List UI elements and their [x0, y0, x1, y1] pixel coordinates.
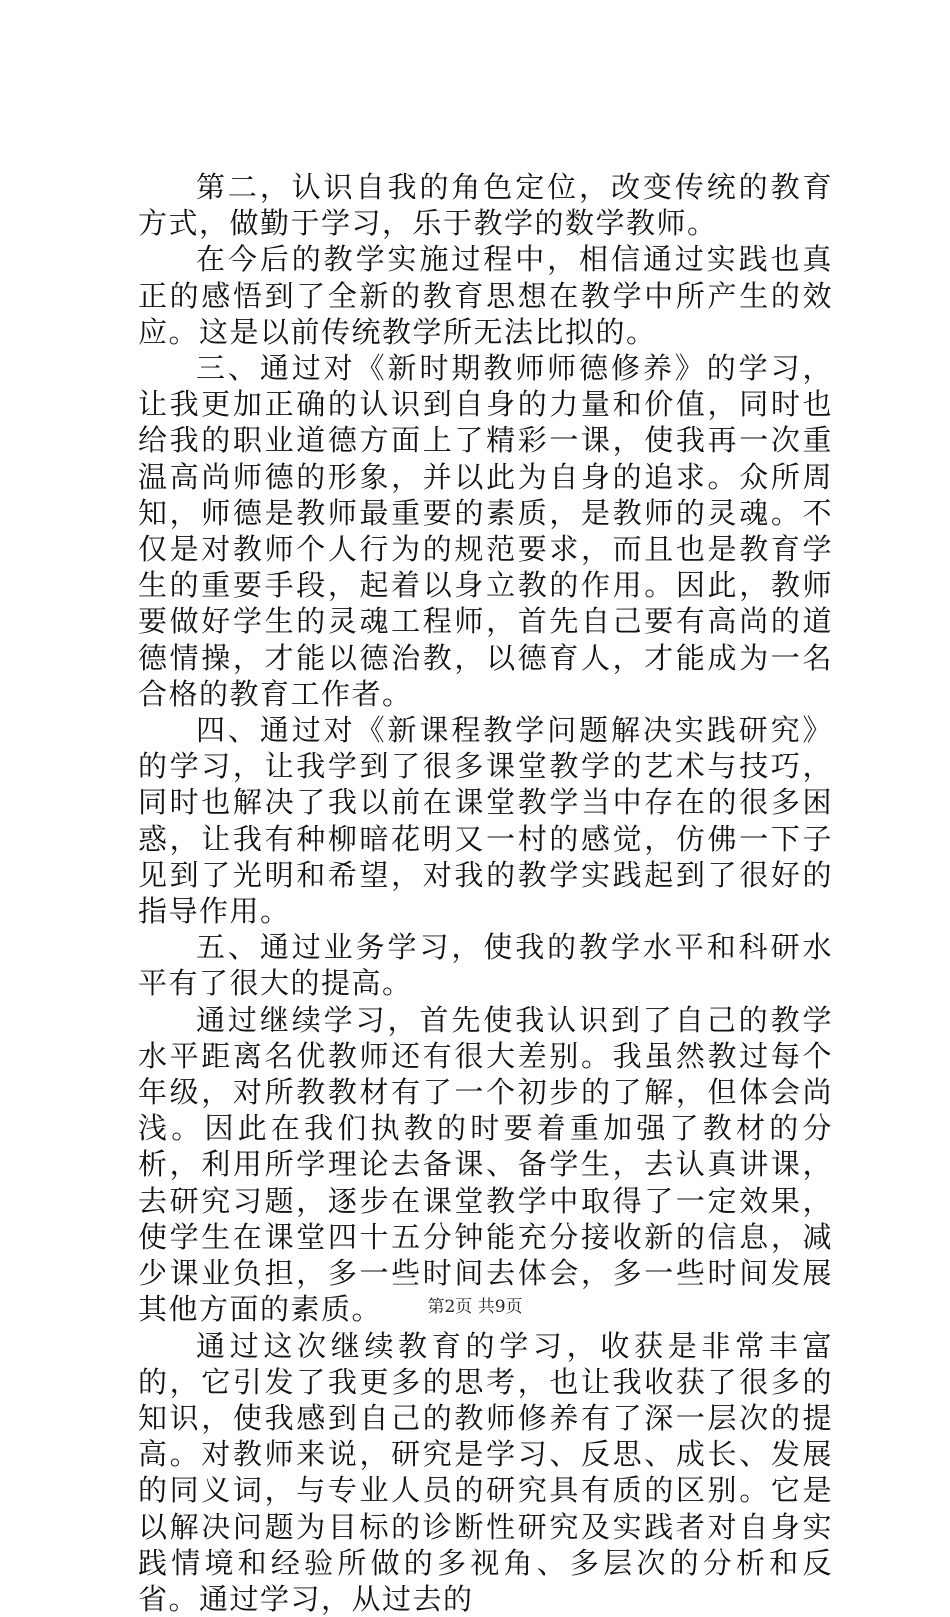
paragraph: 在今后的教学实施过程中，相信通过实践也真正的感悟到了全新的教育思想在教学中所产生的效应。这是以前传统教学所无法比拟的。: [138, 241, 833, 350]
paragraph: 三、通过对《新时期教师师德修养》的学习，让我更加正确的认识到自身的力量和价值，同时也给我的职业道德方面上了精彩一课，使我再一次重温高尚师德的形象，并以此为自身的追求。众所周知，师德是教师最重要的素质，是教师的灵魂。不仅是对教师个人行为的规范要求，而且也是教育学生的重要手段，起着以身立教的作用。因此，教师要做好学生的灵魂工程师，首先自己要有高尚的道德情操，才能以德治教，以德育人，才能成为一名合格的教育工作者。: [138, 350, 833, 712]
paragraph: 四、通过对《新课程教学问题解决实践研究》的学习，让我学到了很多课堂教学的艺术与技巧，同时也解决了我以前在课堂教学当中存在的很多困惑，让我有种柳暗花明又一村的感觉，仿佛一下子见到了光明和希望，对我的教学实践起到了很好的指导作用。: [138, 712, 833, 929]
document-body: [138, 169, 833, 1617]
page-footer: [0, 1292, 950, 1317]
paragraph: 五、通过业务学习，使我的教学水平和科研水平有了很大的提高。: [138, 929, 833, 1001]
page-number: 第2页 共9页: [427, 1297, 522, 1317]
paragraph: 通过继续学习，首先使我认识到了自己的教学水平距离名优教师还有很大差别。我虽然教过每个年级，对所教教材有了一个初步的了解，但体会尚浅。因此在我们执教的时要着重加强了教材的分析，利用所学理论去备课、备学生，去认真讲课，去研究习题，逐步在课堂教学中取得了一定效果，使学生在课堂四十五分钟能充分接收新的信息，减少课业负担，多一些时间去体会，多一些时间发展其他方面的素质。: [138, 1002, 833, 1328]
paragraph: 第二，认识自我的角色定位，改变传统的教育方式，做勤于学习，乐于教学的数学教师。: [138, 169, 833, 241]
paragraph: 通过这次继续教育的学习，收获是非常丰富的，它引发了我更多的思考，也让我收获了很多的知识，使我感到自己的教师修养有了深一层次的提高。对教师来说，研究是学习、反思、成长、发展的同义词，与专业人员的研究具有质的区别。它是以解决问题为目标的诊断性研究及实践者对自身实践情境和经验所做的多视角、多层次的分析和反省。通过学习，从过去的: [138, 1328, 833, 1617]
